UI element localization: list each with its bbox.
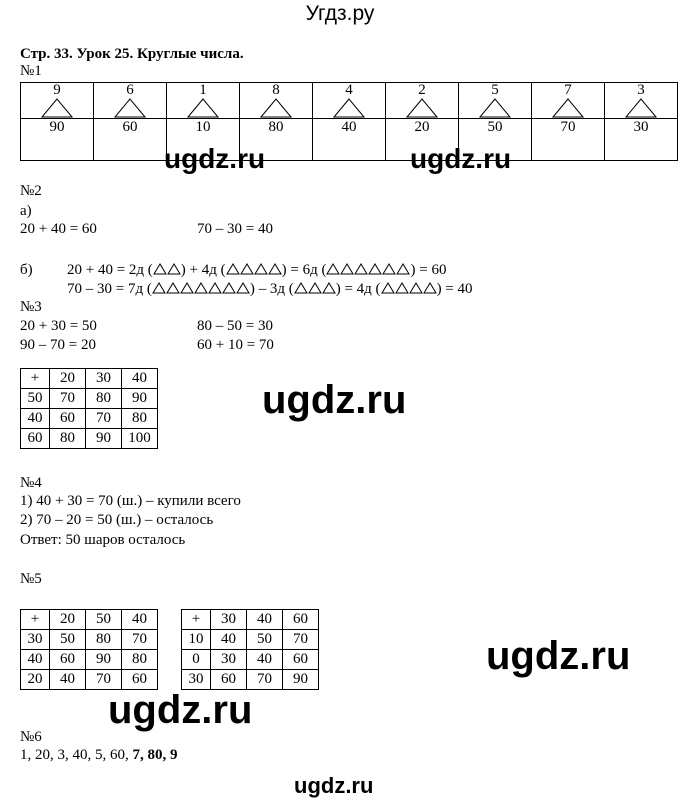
table-row: [21, 650, 158, 670]
watermark: ugdz.ru: [486, 634, 631, 678]
watermark: ugdz.ru: [108, 688, 253, 732]
watermark: ugdz.ru: [262, 378, 407, 422]
table-cell: 70: [122, 630, 158, 650]
table-row: [182, 650, 319, 670]
table-cell: 30: [86, 369, 122, 389]
triangle-icon: [208, 282, 222, 294]
ex1-top-cell: [21, 83, 94, 119]
ex1-top-cell: [605, 83, 678, 119]
triangle-icon: [382, 263, 396, 275]
table-cell: 30: [211, 650, 247, 670]
digit: 9: [53, 82, 61, 98]
triangle-icon: [114, 98, 146, 118]
ex6-sequence: [20, 747, 178, 764]
triangle-icon: [187, 98, 219, 118]
table-cell: 70: [247, 670, 283, 690]
triangle-icon: [479, 98, 511, 118]
table-cell: 80: [50, 429, 86, 449]
table-cell: 90: [283, 670, 319, 690]
table-row: [21, 369, 158, 389]
b1-text3: ) = 6д (: [281, 262, 327, 278]
ex5-label: №5: [20, 571, 42, 587]
b2-text2: ) – 3д (: [249, 281, 294, 297]
table-row: [182, 670, 319, 690]
ex2-b-line2: [67, 281, 473, 298]
table-cell: 30: [21, 630, 50, 650]
ex1-table: [20, 82, 678, 161]
ex1-top-cell: [240, 83, 313, 119]
triangle-icon: [368, 263, 382, 275]
triangle-icon: [226, 263, 240, 275]
triangle-icon: [326, 263, 340, 275]
ex1-value-cell: 60: [94, 119, 167, 161]
table-cell: 50: [50, 630, 86, 650]
table-cell: 60: [50, 409, 86, 429]
table-cell: 30: [182, 670, 211, 690]
b1-text2: ) + 4д (: [180, 262, 226, 278]
table-cell: 60: [283, 650, 319, 670]
table-cell: +: [182, 610, 211, 630]
ex3-label: №3: [20, 299, 42, 315]
triangle-icon: [423, 282, 437, 294]
ex1-value-cell: 80: [240, 119, 313, 161]
digit: 1: [199, 82, 207, 98]
digit: 5: [491, 82, 499, 98]
b2-text1: 70 – 30 = 7д (: [67, 281, 152, 297]
triangle-icon: [381, 282, 395, 294]
table-cell: 90: [122, 389, 158, 409]
table-cell: 60: [122, 670, 158, 690]
ex1-top-cell: [313, 83, 386, 119]
table-cell: 40: [122, 610, 158, 630]
watermark: ugdz.ru: [164, 143, 266, 174]
ex1-value-cell: 40: [313, 119, 386, 161]
table-row: [21, 670, 158, 690]
b1-text1: 20 + 40 = 2д (: [67, 262, 153, 278]
table-cell: 20: [50, 610, 86, 630]
triangle-icon: [41, 98, 73, 118]
triangle-icon: [333, 98, 365, 118]
ex4-line: 1) 40 + 30 = 70 (ш.) – купили всего: [20, 493, 241, 509]
table-cell: +: [21, 369, 50, 389]
triangles-icon: [326, 262, 410, 279]
ex2-b-label: б): [20, 262, 33, 278]
ex2-a-label: а): [20, 203, 32, 219]
ex1-top-row: [21, 83, 678, 119]
site-title: Угдз.ру: [305, 2, 375, 25]
table-cell: 80: [86, 389, 122, 409]
table-cell: 70: [86, 670, 122, 690]
triangle-icon: [153, 263, 167, 275]
triangle-icon: [322, 282, 336, 294]
table-row: [182, 630, 319, 650]
table-row: [182, 610, 319, 630]
triangle-icon: [354, 263, 368, 275]
table-cell: 20: [21, 670, 50, 690]
ex3-table: [20, 368, 158, 449]
ex5-table-2: [181, 609, 319, 690]
table-cell: 70: [86, 409, 122, 429]
ex1-top-cell: [167, 83, 240, 119]
digit: 6: [126, 82, 134, 98]
table-cell: 40: [211, 630, 247, 650]
watermark: ugdz.ru: [294, 773, 374, 798]
triangle-icon: [167, 263, 181, 275]
ex2-a-eq1: 20 + 40 = 60: [20, 221, 97, 237]
table-cell: +: [21, 610, 50, 630]
b1-text4: ) = 60: [410, 262, 447, 278]
table-cell: 40: [247, 650, 283, 670]
table-cell: 40: [21, 409, 50, 429]
table-cell: 90: [86, 429, 122, 449]
ex6-seq-answer: 7, 80, 9: [132, 747, 178, 763]
page-heading: Стр. 33. Урок 25. Круглые числа.: [20, 46, 244, 62]
table-cell: 60: [50, 650, 86, 670]
triangle-icon: [240, 263, 254, 275]
ex4-line: 2) 70 – 20 = 50 (ш.) – осталось: [20, 512, 214, 528]
table-row: [21, 429, 158, 449]
triangles-icon: [153, 262, 181, 279]
table-cell: 100: [122, 429, 158, 449]
ex3-eq: 20 + 30 = 50: [20, 318, 97, 334]
table-cell: 40: [122, 369, 158, 389]
ex1-top-cell: [532, 83, 605, 119]
table-cell: 80: [122, 409, 158, 429]
triangle-icon: [409, 282, 423, 294]
triangle-icon: [254, 263, 268, 275]
digit: 4: [345, 82, 353, 98]
triangles-icon: [226, 262, 282, 279]
triangles-icon: [381, 281, 437, 298]
triangle-icon: [268, 263, 282, 275]
ex3-eq: 80 – 50 = 30: [197, 318, 273, 334]
table-cell: 50: [86, 610, 122, 630]
triangle-icon: [236, 282, 250, 294]
ex4-label: №4: [20, 475, 42, 491]
ex1-value-cell: 10: [167, 119, 240, 161]
table-cell: 40: [247, 610, 283, 630]
ex2-label: №2: [20, 183, 42, 199]
ex6-label: №6: [20, 729, 42, 745]
ex1-value-cell: 90: [21, 119, 94, 161]
table-cell: 70: [283, 630, 319, 650]
digit: 2: [418, 82, 426, 98]
digit: 8: [272, 82, 280, 98]
triangle-icon: [294, 282, 308, 294]
triangle-icon: [194, 282, 208, 294]
table-cell: 80: [86, 630, 122, 650]
ex1-top-cell: [386, 83, 459, 119]
table-cell: 80: [122, 650, 158, 670]
table-cell: 60: [283, 610, 319, 630]
table-row: [21, 610, 158, 630]
triangle-icon: [625, 98, 657, 118]
ex6-seq-plain: 1, 20, 3, 40, 5, 60,: [20, 747, 133, 763]
table-row: [21, 409, 158, 429]
triangles-icon: [152, 281, 250, 298]
triangle-icon: [152, 282, 166, 294]
table-cell: 10: [182, 630, 211, 650]
ex3-eq: 90 – 70 = 20: [20, 337, 96, 353]
ex1-value-cell: 30: [605, 119, 678, 161]
digit: 3: [637, 82, 645, 98]
ex1-label: №1: [20, 63, 42, 79]
triangle-icon: [308, 282, 322, 294]
table-cell: 0: [182, 650, 211, 670]
table-cell: 90: [86, 650, 122, 670]
table-cell: 40: [21, 650, 50, 670]
triangle-icon: [552, 98, 584, 118]
b2-text3: ) = 4д (: [335, 281, 381, 297]
triangles-icon: [294, 281, 336, 298]
ex1-value-cell: 20: [386, 119, 459, 161]
ex2-a-eq2: 70 – 30 = 40: [197, 221, 273, 237]
ex1-value-cell: 50: [459, 119, 532, 161]
table-row: [21, 630, 158, 650]
table-cell: 50: [21, 389, 50, 409]
triangle-icon: [396, 263, 410, 275]
ex4-answer: Ответ: 50 шаров осталось: [20, 532, 186, 548]
table-cell: 20: [50, 369, 86, 389]
table-cell: 50: [247, 630, 283, 650]
triangle-icon: [260, 98, 292, 118]
ex1-bottom-row: [21, 119, 678, 161]
b2-text4: ) = 40: [436, 281, 473, 297]
ex1-value-cell: 70: [532, 119, 605, 161]
digit: 7: [564, 82, 572, 98]
ex3-eq: 60 + 10 = 70: [197, 337, 274, 353]
ex2-b-line1: [67, 262, 446, 279]
ex5-table-1: [20, 609, 158, 690]
triangle-icon: [406, 98, 438, 118]
table-cell: 40: [50, 670, 86, 690]
triangle-icon: [340, 263, 354, 275]
table-cell: 60: [211, 670, 247, 690]
triangle-icon: [395, 282, 409, 294]
watermark: ugdz.ru: [410, 143, 512, 174]
ex1-top-cell: [459, 83, 532, 119]
triangle-icon: [222, 282, 236, 294]
table-row: [21, 389, 158, 409]
triangle-icon: [166, 282, 180, 294]
table-cell: 30: [211, 610, 247, 630]
ex1-top-cell: [94, 83, 167, 119]
table-cell: 60: [21, 429, 50, 449]
triangle-icon: [180, 282, 194, 294]
table-cell: 70: [50, 389, 86, 409]
